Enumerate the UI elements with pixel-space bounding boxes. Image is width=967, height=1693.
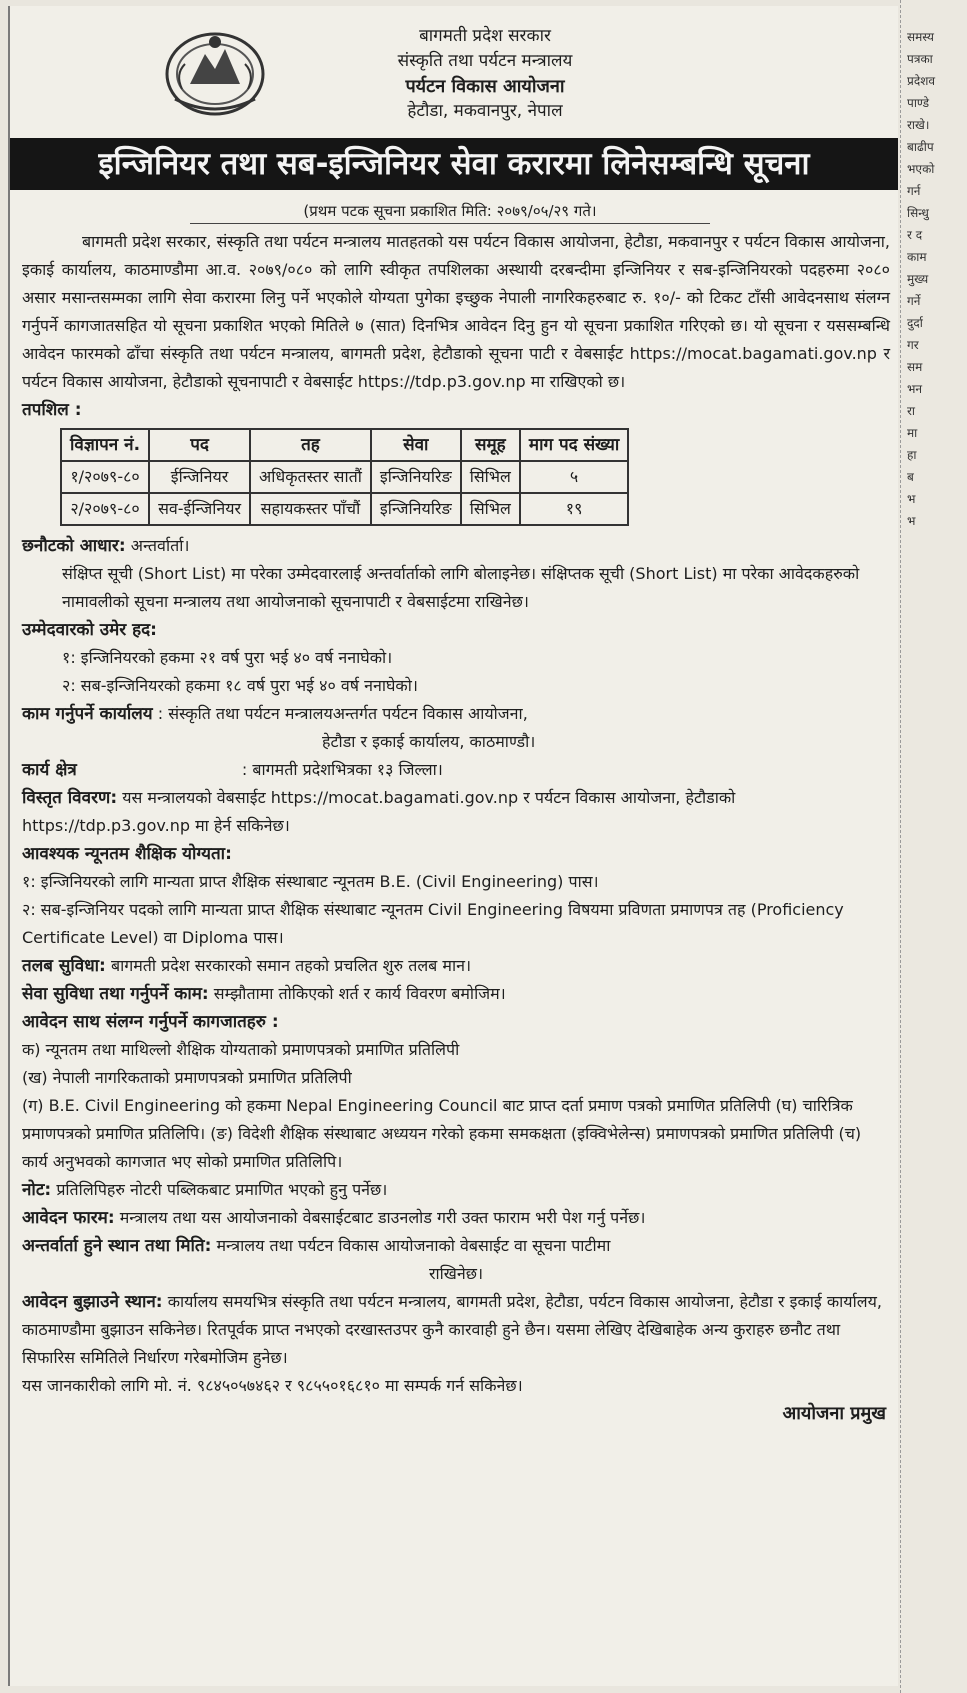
table-header-row bbox=[61, 429, 628, 461]
table-cell: ईन्जिनियर bbox=[149, 461, 250, 493]
form-value: मन्त्रालय तथा यस आयोजनाको वेबसाईटबाट डाउनलोड गरी उक्त फाराम भरी पेश गर्नु पर्नेछ। bbox=[119, 1208, 646, 1227]
table-row bbox=[61, 461, 628, 493]
office-line-1: : संस्कृति तथा पर्यटन मन्त्रालयअन्तर्गत पर्यटन विकास आयोजना, bbox=[157, 704, 528, 723]
side-text-line: प्रदेशव bbox=[907, 74, 936, 88]
table-header-cell: विज्ञापन नं. bbox=[61, 429, 149, 461]
table-cell: १/२०७९-८० bbox=[61, 461, 149, 493]
header-line-4: हेटौडा, मकवानपुर, नेपाल bbox=[407, 101, 563, 121]
side-text-line: रा bbox=[907, 404, 916, 418]
form-label: आवेदन फारम: bbox=[22, 1208, 115, 1228]
publication-date: (प्रथम पटक सूचना प्रकाशित मिति: २०७९/०५/२९ गते। bbox=[190, 201, 710, 224]
contact-line: यस जानकारीको लागि मो. नं. ९८४५०५७४६२ र ९८५५०१६८१० मा सम्पर्क गर्न सकिनेछ। bbox=[22, 1376, 523, 1395]
table-header-cell: समूह bbox=[461, 429, 520, 461]
posts-table bbox=[60, 428, 629, 526]
table-cell: सिभिल bbox=[461, 493, 520, 525]
side-text-line: ब bbox=[907, 470, 914, 484]
documents-b: (ख) नेपाली नागरिकताको प्रमाणपत्रको प्रमाणित प्रतिलिपी bbox=[22, 1068, 352, 1087]
service-section bbox=[22, 980, 890, 1008]
side-text-line: काम bbox=[907, 250, 927, 264]
salary-label: तलब सुविधा: bbox=[22, 956, 106, 976]
side-text-line: बाढीप bbox=[907, 140, 934, 154]
note-section bbox=[22, 1176, 890, 1204]
selection-section bbox=[22, 532, 890, 560]
side-text-line: गर्ने bbox=[907, 294, 921, 308]
table-header-cell: सेवा bbox=[371, 429, 461, 461]
qualification-item-2: २: सब-इन्जिनियर पदको लागि मान्यता प्राप्त शैक्षिक संस्थाबाट न्यूनतम Civil Engineering विषयमा प्रविणता प्रमाणपत्र तह (Proficiency Certificate Level) वा Diploma पास। bbox=[22, 900, 844, 947]
office-section bbox=[22, 700, 890, 728]
table-cell: अधिकृतस्तर सातौं bbox=[250, 461, 371, 493]
age-label: उम्मेदवारको उमेर हद: bbox=[22, 620, 157, 640]
table-cell: सव-ईन्जिनियर bbox=[149, 493, 250, 525]
qualification-item-1: १: इन्जिनियरको लागि मान्यता प्राप्त शैक्षिक संस्थाबाट न्यूनतम B.E. (Civil Engineering) पास। bbox=[22, 872, 599, 891]
interview-value: मन्त्रालय तथा पर्यटन विकास आयोजनाको वेबसाईट वा सूचना पाटीमा bbox=[216, 1236, 611, 1255]
submission-section bbox=[22, 1288, 890, 1372]
table-cell: ५ bbox=[520, 461, 628, 493]
submission-value: कार्यालय समयभित्र संस्कृति तथा पर्यटन मन्त्रालय, बागमती प्रदेश, हेटौडा, पर्यटन विकास आयोजना, हेटौडा र इकाई कार्यालय, काठमाण्डौमा बुझाउन सकिनेछ। रितपूर्वक प्राप्त नभएको दरखास्तउपर कुनै कारवाही हुने छैन। यसमा लेखिए देखिबाहेक अन्य कुराहरु छनौट तथा सिफारिस समितिले निर्धारण गरेबमोजिम हुनेछ। bbox=[22, 1292, 882, 1367]
header-line-2: संस्कृति तथा पर्यटन मन्त्रालय bbox=[397, 51, 573, 71]
side-text-line: भ bbox=[907, 492, 916, 506]
notice-body bbox=[22, 228, 890, 1428]
table-cell: सहायकस्तर पाँचौं bbox=[250, 493, 371, 525]
header-line-3: पर्यटन विकास आयोजना bbox=[405, 76, 565, 97]
table-row bbox=[61, 493, 628, 525]
office-line-2: हेटौडा र इकाई कार्यालय, काठमाण्डौ। bbox=[322, 732, 536, 751]
notice-paper bbox=[8, 6, 898, 1686]
documents-a: क) न्यूनतम तथा माथिल्लो शैक्षिक योग्यताको प्रमाणपत्रको प्रमाणित प्रतिलिपी bbox=[22, 1040, 460, 1059]
area-section bbox=[22, 756, 890, 784]
area-value: : बागमती प्रदेशभित्रका १३ जिल्ला। bbox=[241, 760, 443, 779]
selection-text: संक्षिप्त सूची (Short List) मा परेका उम्मेदवारलाई अन्तर्वार्ताको लागि बोलाइनेछ। संक्षिप्तक सूची (Short List) मा परेका आवेदकहरुको नामावलीको सूचना मन्त्रालय तथा आयोजनाको सूचनापाटी र वेबसाईटमा राखिनेछ। bbox=[62, 564, 860, 611]
table-cell: इन्जिनियरिङ bbox=[371, 493, 461, 525]
side-text-line: पत्रका bbox=[907, 52, 933, 66]
details-section bbox=[22, 784, 890, 840]
side-text-line: पाण्डे bbox=[907, 96, 930, 110]
service-label: सेवा सुविधा तथा गर्नुपर्ने काम: bbox=[22, 984, 209, 1004]
adjacent-column bbox=[900, 0, 967, 1693]
selection-label: छनौटको आधार: bbox=[22, 536, 126, 556]
intro-paragraph: बागमती प्रदेश सरकार, संस्कृति तथा पर्यटन मन्त्रालय मातहतको यस पर्यटन विकास आयोजना, हेटौडा, मकवानपुर र पर्यटन विकास आयोजना, इकाई कार्यालय, काठमाण्डौमा आ.व. २०७९/०८० को लागि स्वीकृत तपशिलका अस्थायी दरबन्दीमा इन्जिनियर र सब-इन्जिनियरको पदहरुमा २०८० असार मसान्तसम्मका लागि सेवा करारमा लिनु पर्ने भएकोले योग्यता पुगेका इच्छुक नेपाली नागरिकहरुबाट रु. १०/- को टिकट टाँसी आवेदनसाथ संलग्न गर्नुपर्ने कागजातसहित यो सूचना प्रकाशित भएको मितिले ७ (सात) दिनभित्र आवेदन दिनु हुन यो सूचना प्रकाशित गरिएको छ। यो सूचना र यससम्बन्धि आवेदन फारमको ढाँचा संस्कृति तथा पर्यटन मन्त्रालय, बागमती प्रदेश, हेटौडाको सूचना पाटी र वेबसाईट https://mocat.bagamati.gov.np र पर्यटन विकास आयोजना, हेटौडाको सूचनापाटी र वेबसाईट https://tdp.p3.gov.np मा राखिएको छ। bbox=[22, 232, 890, 391]
table-cell: सिभिल bbox=[461, 461, 520, 493]
details-text: यस मन्त्रालयको वेबसाईट https://mocat.bagamati.gov.np र पर्यटन विकास आयोजना, हेटौडाको https://tdp.p3.gov.np मा हेर्न सकिनेछ। bbox=[22, 788, 736, 835]
notice-header bbox=[10, 6, 898, 134]
tapashil-label: तपशिल : bbox=[22, 400, 82, 420]
interview-value-2: राखिनेछ। bbox=[428, 1264, 484, 1283]
table-header-cell: माग पद संख्या bbox=[520, 429, 628, 461]
table-header-cell: तह bbox=[250, 429, 371, 461]
side-text-line: सिन्धु bbox=[907, 206, 929, 220]
side-text-line: राखे। bbox=[907, 118, 930, 132]
side-text-line: र द bbox=[907, 228, 923, 242]
header-line-1: बागमती प्रदेश सरकार bbox=[419, 26, 551, 46]
side-text-line: गर bbox=[907, 338, 919, 352]
table-header-cell: पद bbox=[149, 429, 250, 461]
side-text-line: गर्न bbox=[907, 184, 921, 198]
table-cell: इन्जिनियरिङ bbox=[371, 461, 461, 493]
selection-value: अन्तर्वार्ता। bbox=[130, 536, 190, 555]
documents-label: आवेदन साथ संलग्न गर्नुपर्ने कागजातहरु : bbox=[22, 1012, 279, 1032]
submission-label: आवेदन बुझाउने स्थान: bbox=[22, 1292, 163, 1312]
side-text-line: मुख्य bbox=[907, 272, 929, 286]
side-text-line: सम bbox=[907, 360, 923, 374]
signature: आयोजना प्रमुख bbox=[782, 1403, 886, 1424]
side-text-line: मा bbox=[907, 426, 918, 440]
age-item-1: १: इन्जिनियरको हकमा २१ वर्ष पुरा भई ४० वर्ष ननाघेको। bbox=[62, 648, 393, 667]
qualification-label: आवश्यक न्यूनतम शैक्षिक योग्यता: bbox=[22, 844, 232, 864]
salary-section bbox=[22, 952, 890, 980]
table-cell: २/२०७९-८० bbox=[61, 493, 149, 525]
age-item-2: २: सब-इन्जिनियरको हकमा १८ वर्ष पुरा भई ४० वर्ष ननाघेको। bbox=[62, 676, 418, 695]
service-value: सम्झौतामा तोकिएको शर्त र कार्य विवरण बमोजिम। bbox=[213, 984, 506, 1003]
side-text-line: भ bbox=[907, 514, 916, 528]
area-label: कार्य क्षेत्र bbox=[22, 760, 77, 780]
note-value: प्रतिलिपिहरु नोटरी पब्लिकबाट प्रमाणित भएको हुनु पर्नेछ। bbox=[56, 1180, 388, 1199]
details-label: विस्तृत विवरण: bbox=[22, 788, 118, 808]
side-text-line: हा bbox=[907, 448, 917, 462]
form-section bbox=[22, 1204, 890, 1232]
side-text-line: समस्य bbox=[907, 30, 934, 44]
notice-title: इन्जिनियर तथा सब-इन्जिनियर सेवा करारमा लिनेसम्बन्धि सूचना bbox=[10, 138, 898, 190]
side-text-line: भन bbox=[907, 382, 923, 396]
note-label: नोट: bbox=[22, 1180, 52, 1200]
side-text-line: दुर्दा bbox=[907, 316, 923, 330]
table-cell: १९ bbox=[520, 493, 628, 525]
nepal-emblem-icon bbox=[160, 24, 270, 119]
salary-value: बागमती प्रदेश सरकारको समान तहको प्रचलित शुरु तलब मान। bbox=[110, 956, 472, 975]
side-text-line: भएको bbox=[907, 162, 935, 176]
office-label: काम गर्नुपर्ने कार्यालय bbox=[22, 704, 153, 724]
interview-section bbox=[22, 1232, 890, 1260]
header-lines bbox=[335, 24, 635, 124]
interview-label: अन्तर्वार्ता हुने स्थान तथा मिति: bbox=[22, 1236, 212, 1256]
documents-c: (ग) B.E. Civil Engineering को हकमा Nepal Engineering Council बाट प्राप्त दर्ता प्रमाण पत्रको प्रमाणित प्रतिलिपी (घ) चारित्रिक प्रमाणपत्रको प्रमाणित प्रतिलिपि। (ङ) विदेशी शैक्षिक संस्थाबाट अध्ययन गरेको हकमा समकक्षता (इक्विभेलेन्स) प्रमाणपत्रको प्रमाणित प्रतिलिपी (च) कार्य अनुभवको कागजात भए सोको प्रमाणित प्रतिलिपि। bbox=[22, 1096, 862, 1171]
